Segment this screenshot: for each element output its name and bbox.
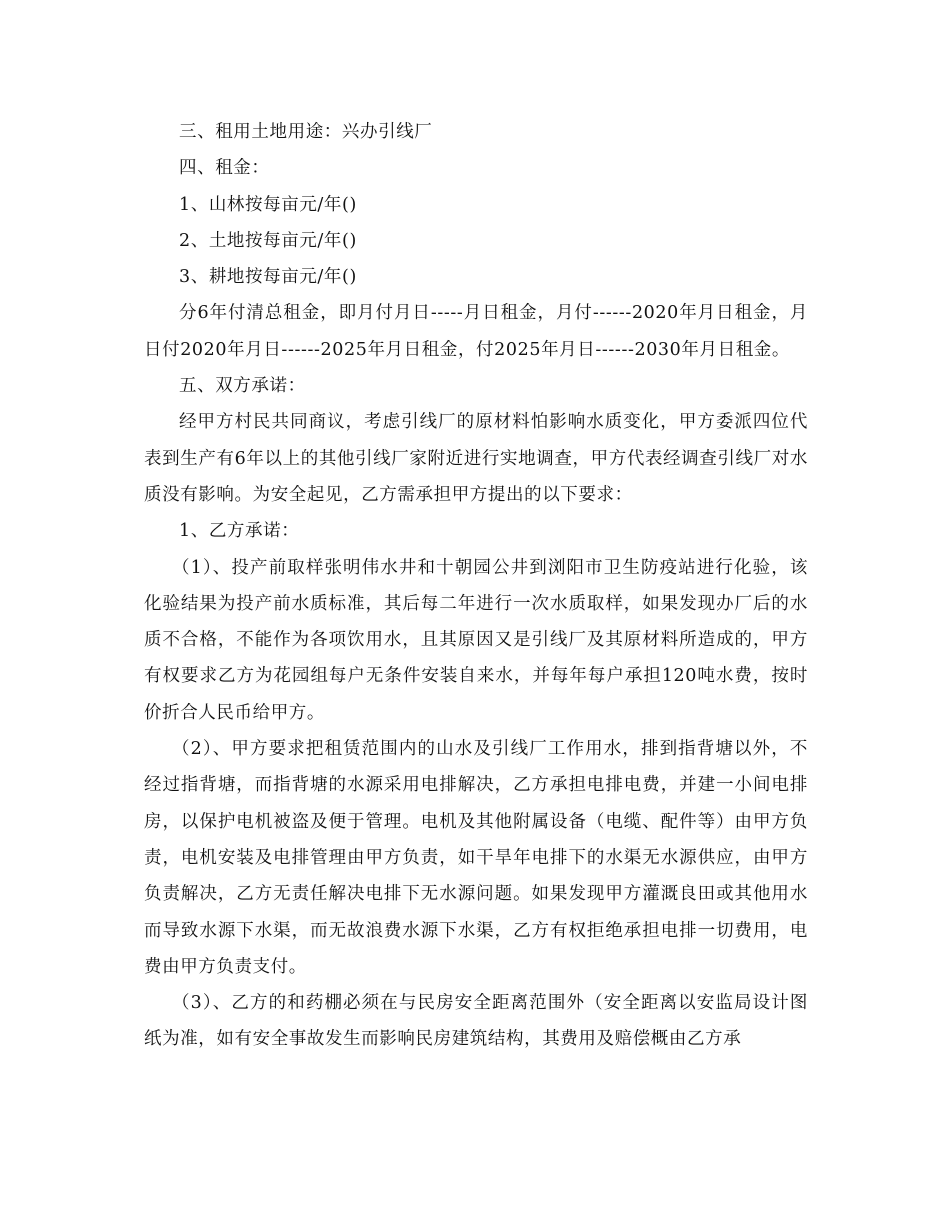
rent-item-land: 2、土地按每亩元/年() [179,230,357,251]
commitment-item-3: （3）、乙方的和药棚必须在与民房安全距离范围外（安全距离以安监局设计图纸为准，如有安全事故发生而影响民房建筑结构，其费用及赔偿概由乙方承 [144,993,808,1050]
section-heading-land-use: 三、租用土地用途：兴办引线厂 [179,122,433,142]
payment-schedule-paragraph: 分6年付清总租金，即月付月日-----月日租金，月付------2020年月日租金，月日付2020年月日------2025年月日租金，付2025年月日------2030年月日租金。 [144,303,808,360]
section-heading-rent: 四、租金： [179,158,270,179]
rent-item-farmland: 3、耕地按每亩元/年() [179,267,357,288]
document-page [144,114,808,1058]
commitment-item-2: （2）、甲方要求把租赁范围内的山水及引线厂工作用水，排到指背塘以外，不经过指背塘，而指背塘的水源采用电排解决，乙方承担电排电费，并建一小间电排房，以保护电机被盗及便于管理。电机及其他附属设备（电缆、配件等）由甲方负责，电机安装及电排管理由甲方负责，如干旱年电排下的水渠无水源供应，由甲方负责解决，乙方无责任解决电排下无水源问题。如果发现甲方灌溉良田或其他用水而导致水源下水渠，而无故浪费水源下水渠，乙方有权拒绝承担电排一切费用，电费由甲方负责支付。 [144,739,808,977]
commitment-item-1: （1）、投产前取样张明伟水井和十朝园公井到浏阳市卫生防疫站进行化验，该化验结果为投产前水质标准，其后每二年进行一次水质取样，如果发现办厂后的水质不合格，不能作为各项饮用水，且其原因又是引线厂及其原材料所造成的，甲方有权要求乙方为花园组每户无条件安装自来水，并每年每户承担120吨水费，按时价折合人民币给甲方。 [144,557,808,723]
section-heading-commitments: 五、双方承诺： [179,376,306,397]
commitments-intro-paragraph: 经甲方村民共同商议，考虑引线厂的原材料怕影响水质变化，甲方委派四位代表到生产有6年以上的其他引线厂家附近进行实地调查，甲方代表经调查引线厂对水质没有影响。为安全起见，乙方需承担甲方提出的以下要求： [144,412,808,505]
party-b-commitment-heading: 1、乙方承诺： [179,521,300,542]
rent-item-forest: 1、山林按每亩元/年() [179,194,357,215]
